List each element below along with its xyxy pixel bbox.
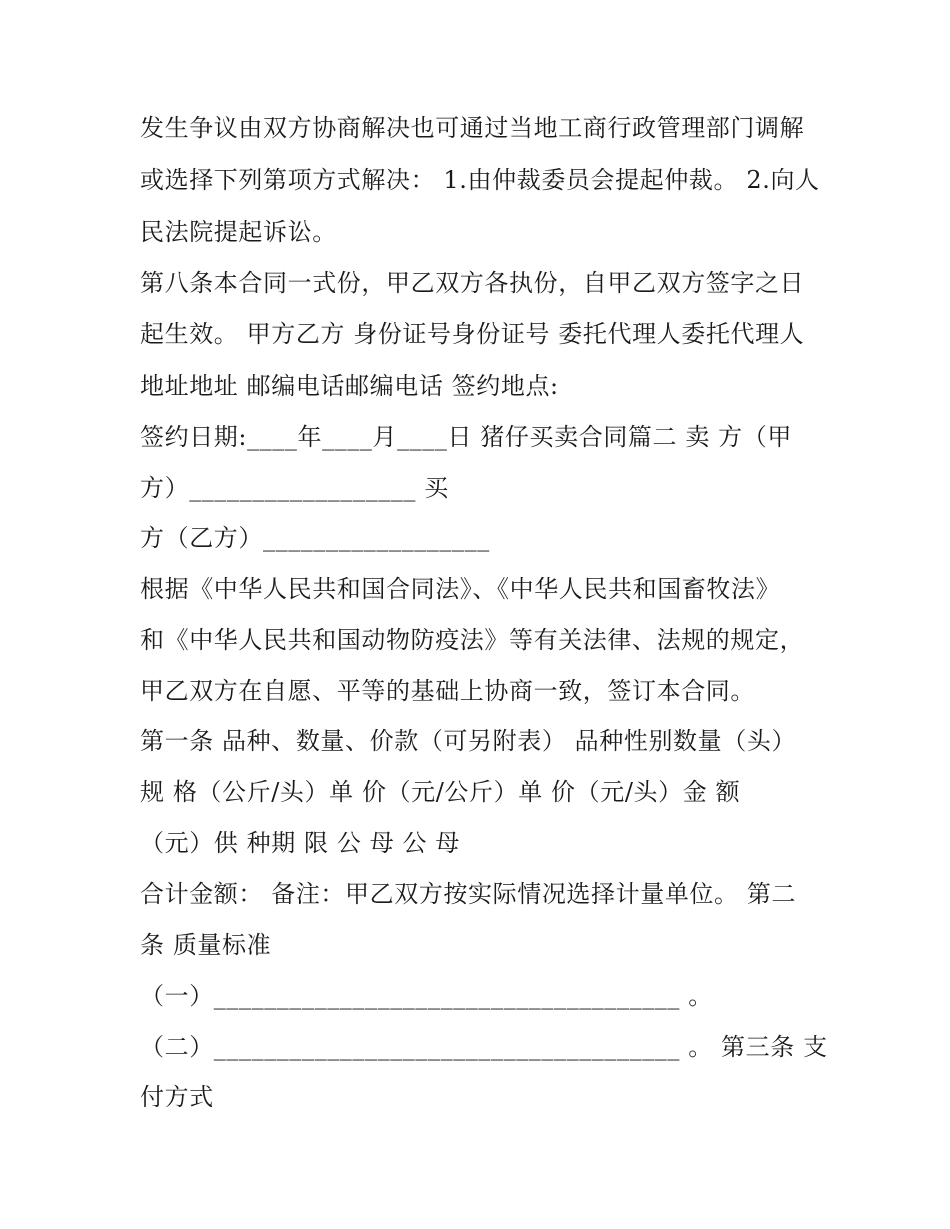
- text-line: 或选择下列第项方式解决： 1.由仲裁委员会提起仲裁。 2.向人: [140, 166, 820, 194]
- text-line: 规 格（公斤/头）单 价（元/公斤）单 价（元/头）金 额: [140, 778, 741, 806]
- text-line: 第八条本合同一式份，甲乙双方各执份，自甲乙双方签字之日: [140, 269, 805, 297]
- text-line: 方（乙方）__________________: [140, 524, 490, 552]
- text-line: （一）_____________________________________ 。: [140, 982, 713, 1010]
- text-line: 条 质量标准: [140, 931, 272, 959]
- text-line: 起生效。 甲方乙方 身份证号身份证号 委托代理人委托代理人: [140, 320, 805, 348]
- text-line: （二）_____________________________________ 。 第三条 支: [140, 1033, 828, 1061]
- text-line: 发生争议由双方协商解决也可通过当地工商行政管理部门调解: [140, 114, 805, 142]
- text-line: 方）__________________ 买: [140, 474, 449, 502]
- text-line: 和《中华人民共和国动物防疫法》等有关法律、法规的规定，: [140, 626, 805, 654]
- text-line: 地址地址 邮编电话邮编电话 签约地点:: [140, 372, 559, 400]
- text-line: 甲乙双方在自愿、平等的基础上协商一致，签订本合同。: [140, 677, 755, 705]
- text-line: 民法院提起诉讼。: [140, 218, 337, 246]
- text-line: （元）供 种期 限 公 母 公 母: [140, 829, 460, 857]
- text-line: 付方式: [140, 1083, 214, 1111]
- text-line: 根据《中华人民共和国合同法》、《中华人民共和国畜牧法》: [140, 575, 781, 603]
- text-line: 第一条 品种、数量、价款（可另附表） 品种性别数量（头）: [140, 727, 797, 755]
- text-line: 签约日期:____年____月____日 猪仔买卖合同篇二 卖 方（甲: [140, 423, 792, 451]
- text-line: 合计金额： 备注：甲乙双方按实际情况选择计量单位。 第二: [140, 880, 797, 908]
